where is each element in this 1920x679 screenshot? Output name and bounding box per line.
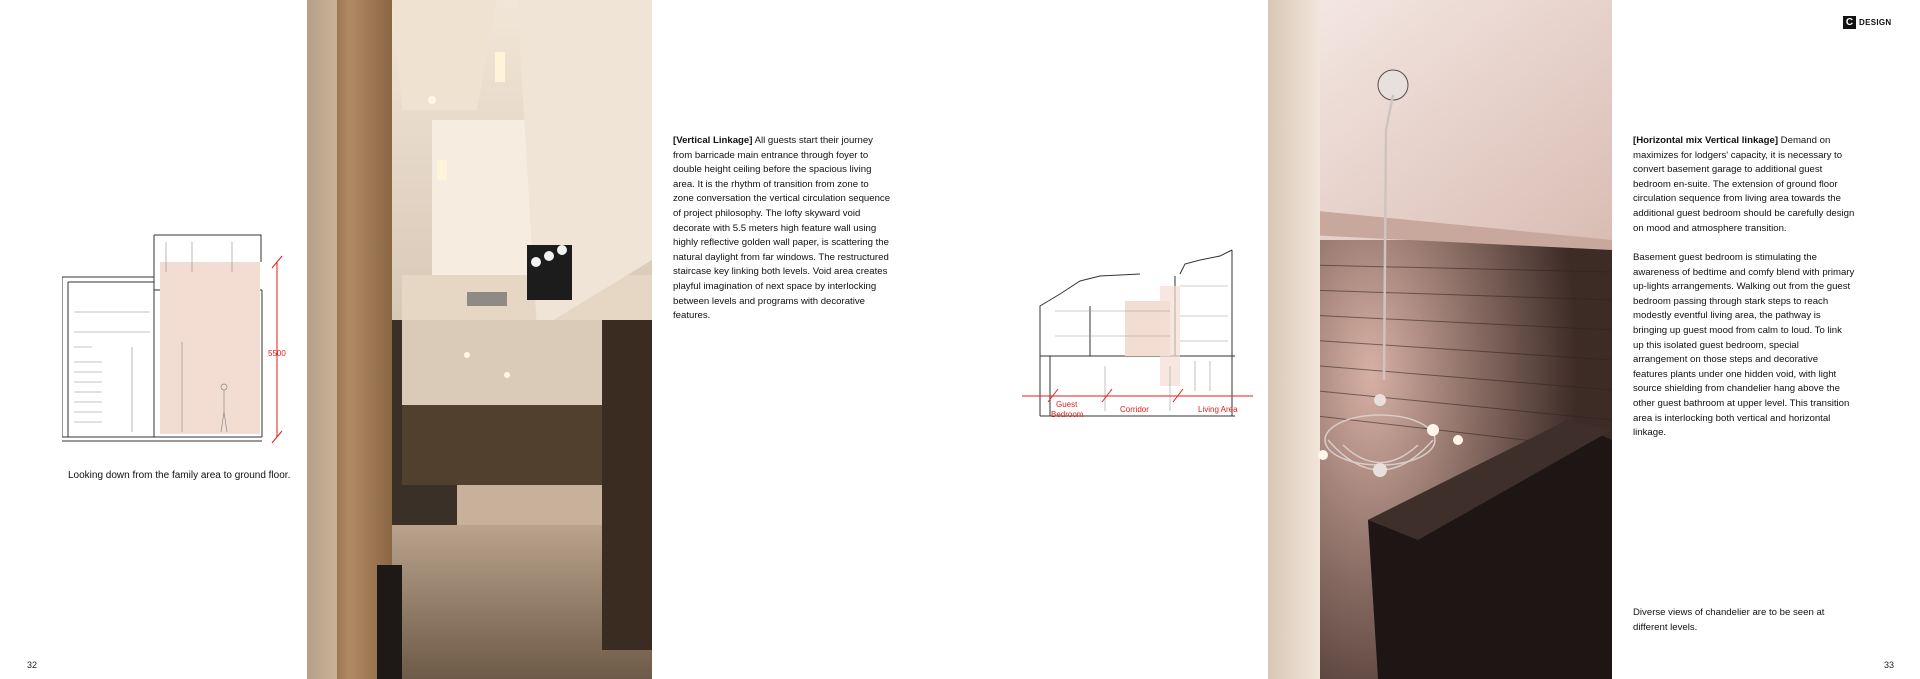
logo-text: DESIGN xyxy=(1859,18,1892,28)
logo-mark: C xyxy=(1843,16,1856,29)
label-bedroom: Bedroom xyxy=(1051,410,1084,419)
section-drawing-left xyxy=(62,232,302,447)
page-number-left: 32 xyxy=(27,660,38,670)
vertical-linkage-text xyxy=(673,134,891,324)
guest-bedroom-text: Basement guest bedroom is stimulating the awareness of bedtime and comfy blend with primary up-lights arrangements. Walking out from the guest bedroom passing through stark steps to reach modestly eventful living area, the pathway is bringing up guest mood from calm to loud. To link up this isolated guest bedroom, special arrangement on those steps and decorative features plants under one hidden void, with light source shielding from chandelier hang above the other guest bathroom at upper level. This transition area is interlocking both vertical and horizontal linkage. xyxy=(1633,252,1855,439)
photo-chandelier xyxy=(1268,0,1612,679)
drawing-caption: Looking down from the family area to ground floor. xyxy=(68,470,291,481)
photo-vertical-void xyxy=(307,0,652,679)
page-number-right: 33 xyxy=(1884,660,1895,670)
horizontal-linkage-heading: [Horizontal mix Vertical linkage] xyxy=(1633,135,1779,146)
horizontal-linkage-text xyxy=(1633,134,1855,236)
label-corridor: Corridor xyxy=(1120,405,1149,414)
horizontal-linkage-body-1: Demand on maximizes for lodgers' capacity, it is necessary to convert basement garage to additional guest bedroom en-suite. The extension of ground floor circulation sequence from living area towards the additional guest bedroom should be carefully design on mood and atmosphere transition. xyxy=(1633,135,1855,234)
vertical-linkage-heading: [Vertical Linkage] xyxy=(673,135,753,146)
label-living-area: Living Area xyxy=(1198,405,1238,414)
logo xyxy=(1843,14,1891,32)
label-guest: Guest xyxy=(1056,400,1078,409)
vertical-linkage-body: All guests start their journey from barricade main entrance through foyer to double height ceiling before the spacious living area. It is the rhythm of transition from zone to zone conversation the vertical circulation sequence of project philosophy. The lofty skyward void decorate with 5.5 meters high feature wall using highly reflective golden wall paper, is scattering the natural daylight from far windows. The restructured staircase key linking both levels. Void area creates playful imagination of next space by interlocking between levels and programs with decorative features. xyxy=(673,135,891,322)
section-drawing-right xyxy=(1020,246,1255,426)
dimension-label: 5500 xyxy=(268,349,286,358)
chandelier-caption: Diverse views of chandelier are to be seen at different levels. xyxy=(1633,607,1825,633)
